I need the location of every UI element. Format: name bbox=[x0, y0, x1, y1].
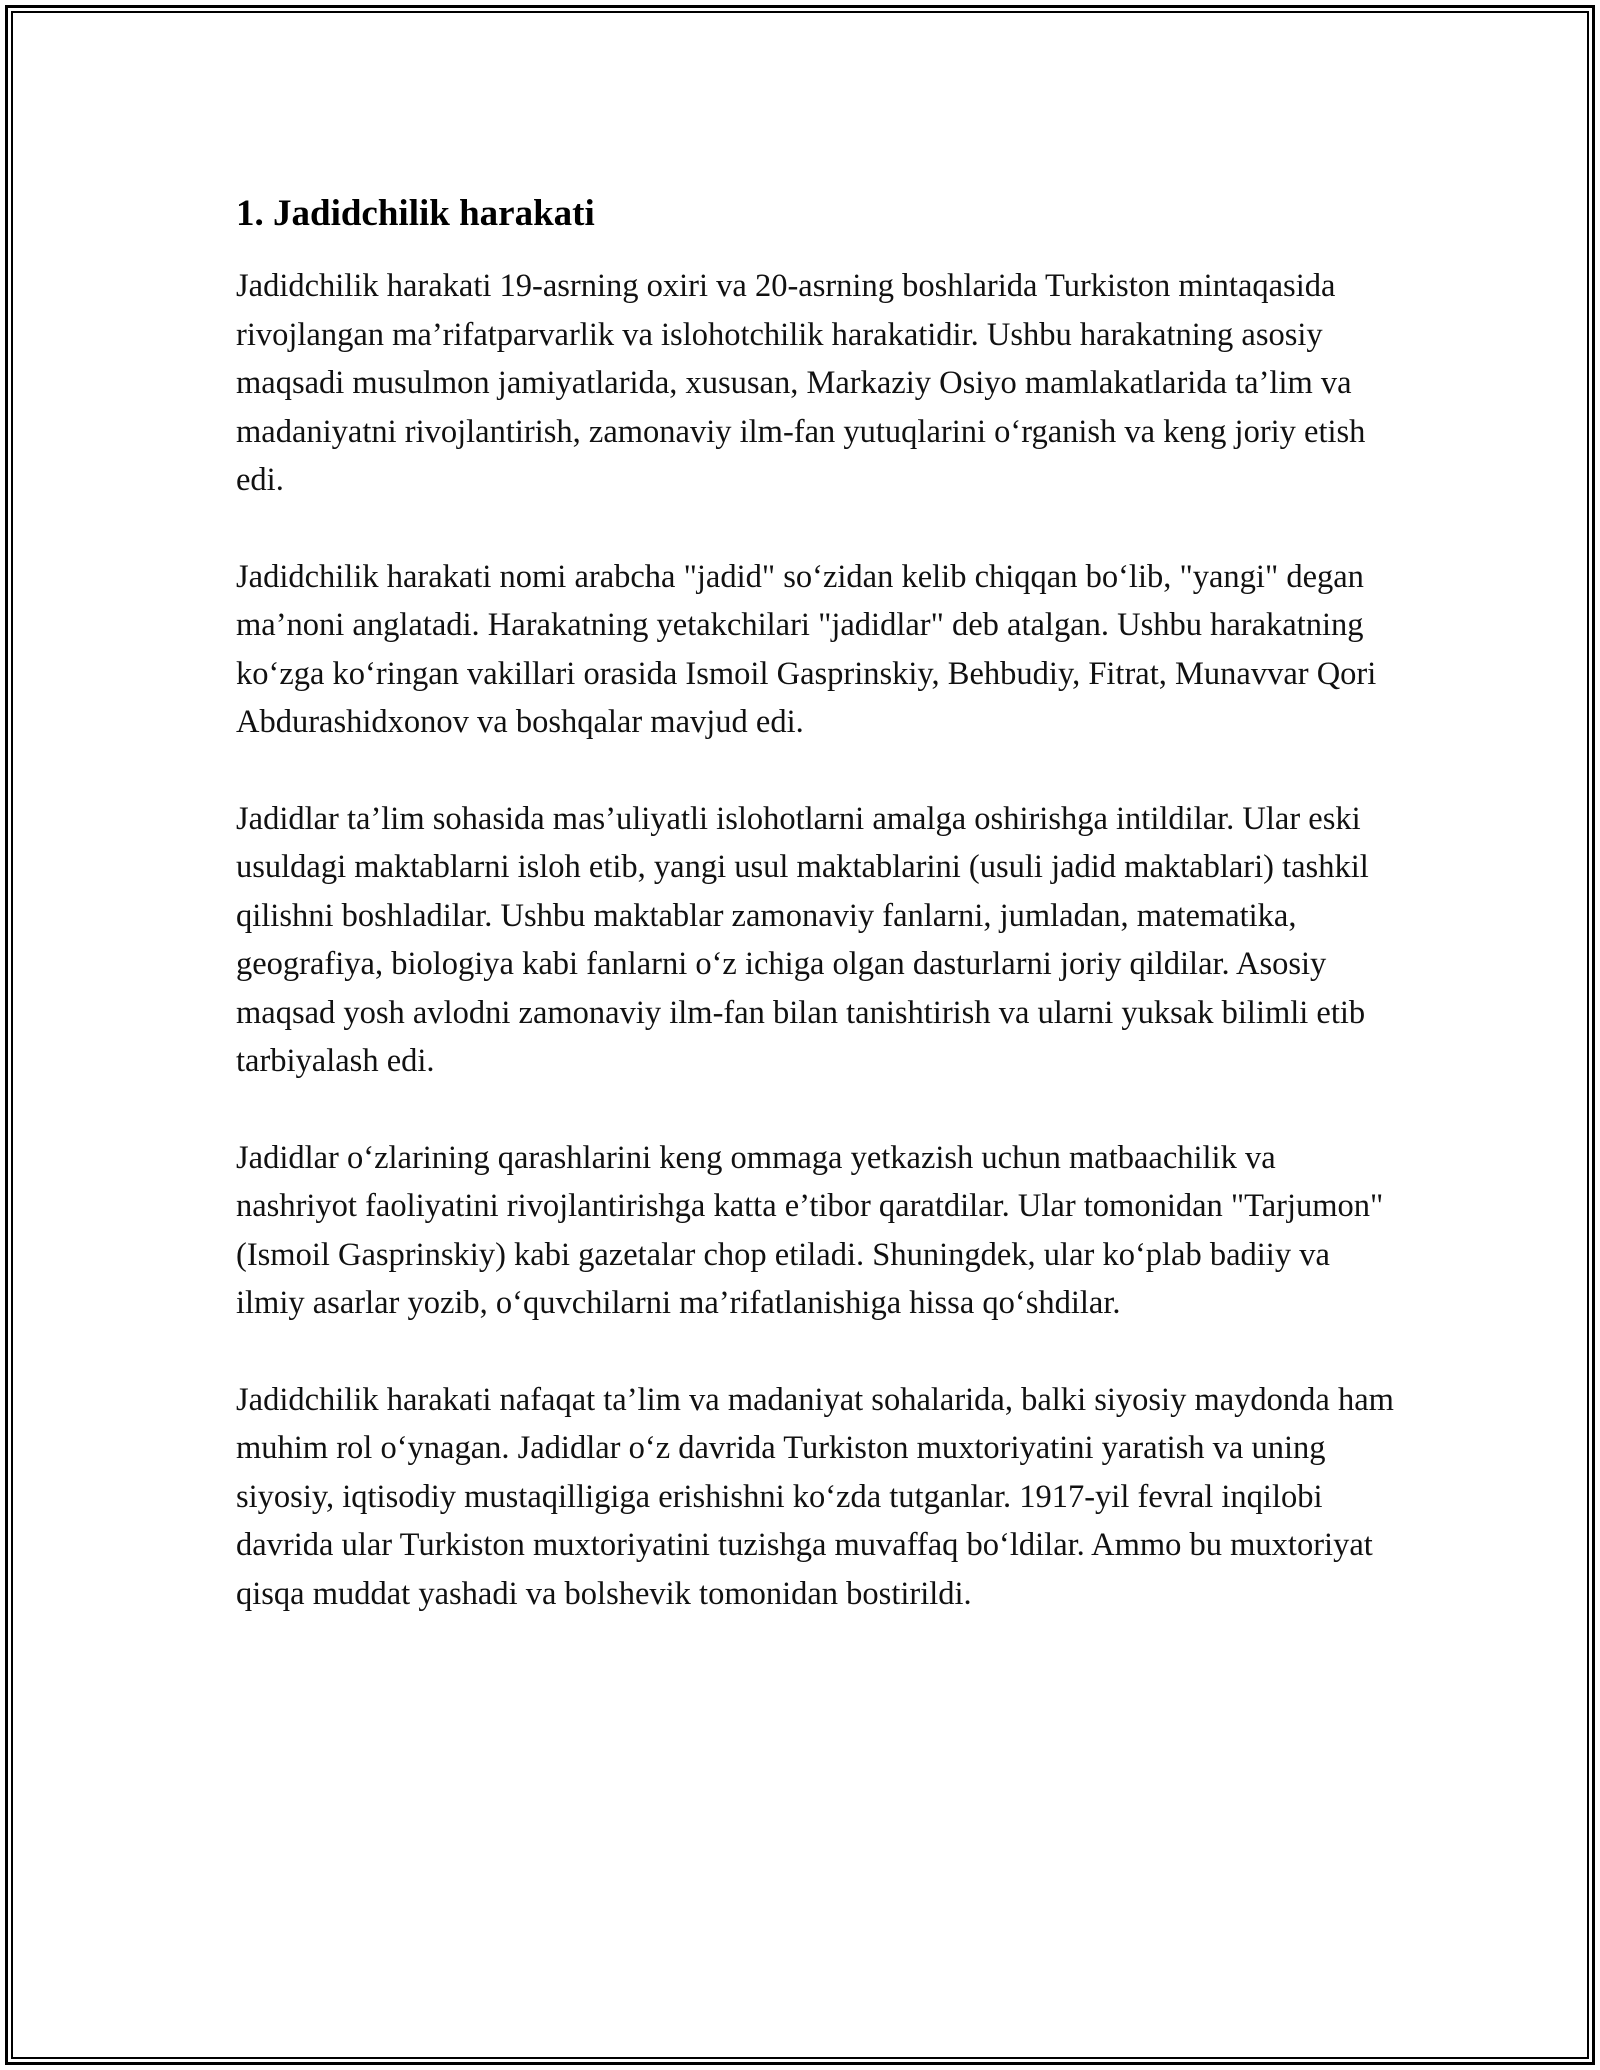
paragraph-intro: Jadidchilik harakati 19-asrning oxiri va 20-asrning boshlarida Turkiston mintaqasida rivojlangan ma’rifatparvarlik va islohotchilik harakatidir. Ushbu harakatning asosiy maqsadi musulmon jamiyatlarida, xususan, Markaziy Osiyo mamlakatlarida ta’lim va madaniyatni rivojlantirish, zamonaviy ilm-fan yutuqlarini o‘rganish va keng joriy etish edi. bbox=[236, 268, 1366, 498]
paragraph-education-reforms: Jadidlar ta’lim sohasida mas’uliyatli islohotlarni amalga oshirishga intildilar. Ular eski usuldagi maktablarni isloh etib, yangi usul maktablarini (usuli jadid maktablari) tashkil qilishni boshladilar. Ushbu maktablar zamonaviy fanlarni, jumladan, matematika, geografiya, biologiya kabi fanlarni o‘z ichiga olgan dasturlarni joriy qildilar. Asosiy maqsad yosh avlodni zamonaviy ilm-fan bilan tanishtirish va ularni yuksak bilimli etib tarbiyalash edi. bbox=[236, 800, 1369, 1079]
paragraph-politics: Jadidchilik harakati nafaqat ta’lim va madaniyat sohalarida, balki siyosiy maydonda ham muhim rol o‘ynagan. Jadidlar o‘z davrida Turkiston muxtoriyatini yaratish va uning siyosiy, iqtisodiy mustaqilligiga erishishni ko‘zda tutganlar. 1917-yil fevral inqilobi davrida ular Turkiston muxtoriyatini tuzishga muvaffaq bo‘ldilar. Ammo bu muxtoriyat qisqa muddat yashadi va bolshevik tomonidan bostirildi. bbox=[236, 1381, 1394, 1612]
document-body bbox=[236, 190, 1396, 1666]
paragraph-name-origin: Jadidchilik harakati nomi arabcha "jadid" so‘zidan kelib chiqqan bo‘lib, "yangi" degan ma’noni anglatadi. Harakatning yetakchilari "jadidlar" deb atalgan. Ushbu harakatning ko‘zga ko‘ringan vakillari orasida Ismoil Gasprinskiy, Behbudiy, Fitrat, Munavvar Qori Abdurashidxonov va boshqalar mavjud edi. bbox=[236, 558, 1377, 740]
paragraph-publishing: Jadidlar o‘zlarining qarashlarini keng ommaga yetkazish uchun matbaachilik va nashriyot faoliyatini rivojlantirishga katta e’tibor qaratdilar. Ular tomonidan "Tarjumon" (Ismoil Gasprinskiy) kabi gazetalar chop etiladi. Shuningdek, ular ko‘plab badiiy va ilmiy asarlar yozib, o‘quvchilarni ma’rifatlanishiga hissa qo‘shdilar. bbox=[236, 1139, 1384, 1321]
section-heading: 1. Jadidchilik harakati bbox=[236, 193, 595, 234]
